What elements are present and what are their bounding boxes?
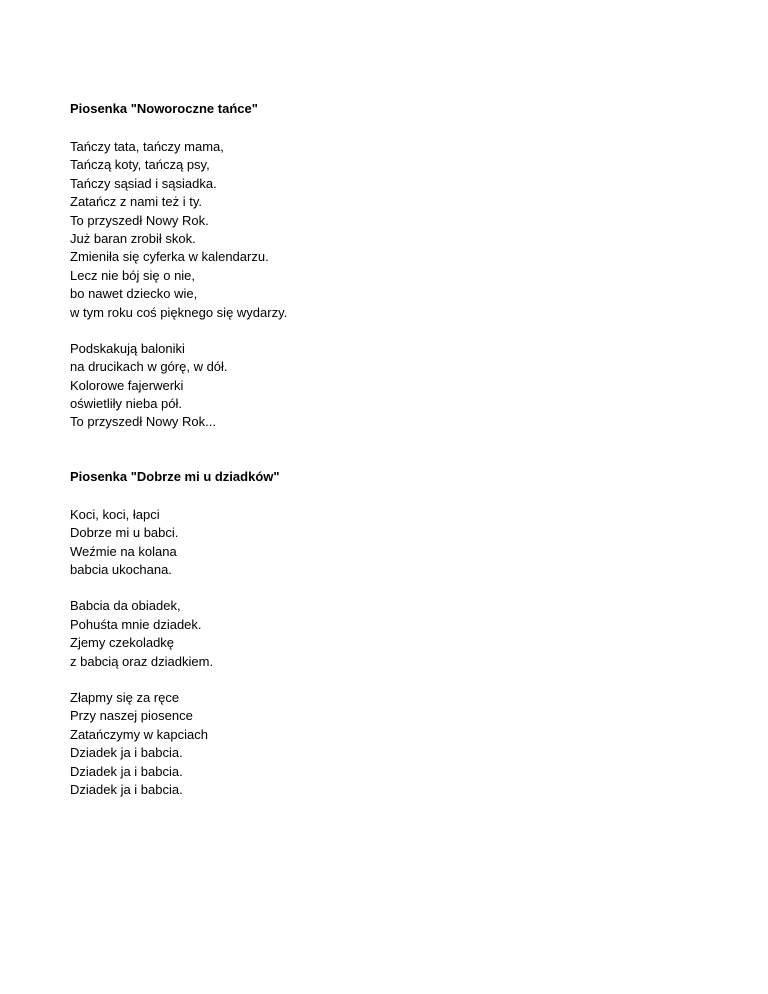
stanza bbox=[70, 506, 710, 580]
lyric-line: na drucikach w górę, w dół. bbox=[70, 359, 228, 375]
lyric-line: Dziadek ja i babcia. bbox=[70, 745, 183, 761]
lyric-line: Już baran zrobił skok. bbox=[70, 230, 196, 246]
song-title: Piosenka "Noworoczne tańce" bbox=[70, 101, 258, 116]
lyric-line: Dziadek ja i babcia. bbox=[70, 763, 183, 779]
lyric-line: Zjemy czekoladkę bbox=[70, 635, 175, 651]
lyric-line: Podskakują baloniki bbox=[70, 340, 185, 356]
lyric-line: Lecz nie bój się o nie, bbox=[70, 267, 196, 283]
lyric-line: Dziadek ja i babcia. bbox=[70, 781, 183, 797]
stanza bbox=[70, 340, 710, 432]
lyric-line: Weźmie na kolana bbox=[70, 543, 177, 559]
lyric-line: Koci, koci, łapci bbox=[70, 506, 160, 522]
lyric-line: Zatańczymy w kapciach bbox=[70, 726, 208, 742]
stanza bbox=[70, 138, 710, 322]
song-title: Piosenka "Dobrze mi u dziadków" bbox=[70, 468, 280, 484]
lyric-line: oświetliły nieba pół. bbox=[70, 396, 183, 412]
lyric-line: To przyszedł Nowy Rok... bbox=[70, 414, 216, 430]
lyric-line: To przyszedł Nowy Rok. bbox=[70, 212, 209, 228]
lyric-line: Zatańcz z nami też i ty. bbox=[70, 194, 202, 210]
lyric-line: Babcia da obiadek, bbox=[70, 598, 181, 614]
document-page bbox=[70, 100, 710, 799]
lyric-line: Dobrze mi u babci. bbox=[70, 525, 179, 541]
lyric-line: z babcią oraz dziadkiem. bbox=[70, 653, 214, 669]
stanza bbox=[70, 689, 710, 799]
lyric-line: Tańczy tata, tańczy mama, bbox=[70, 139, 224, 154]
lyric-line: Zmieniła się cyferka w kalendarzu. bbox=[70, 249, 269, 265]
lyric-line: Kolorowe fajerwerki bbox=[70, 377, 184, 393]
stanza bbox=[70, 597, 710, 671]
lyric-line: babcia ukochana. bbox=[70, 562, 172, 578]
lyric-line: Pohuśta mnie dziadek. bbox=[70, 616, 202, 632]
lyric-line: Przy naszej piosence bbox=[70, 708, 193, 724]
lyric-line: bo nawet dziecko wie, bbox=[70, 286, 198, 302]
lyric-line: w tym roku coś pięknego się wydarzy. bbox=[70, 304, 288, 320]
lyric-line: Tańczą koty, tańczą psy, bbox=[70, 157, 210, 173]
lyric-line: Złapmy się za ręce bbox=[70, 689, 180, 705]
lyric-line: Tańczy sąsiad i sąsiadka. bbox=[70, 175, 217, 191]
